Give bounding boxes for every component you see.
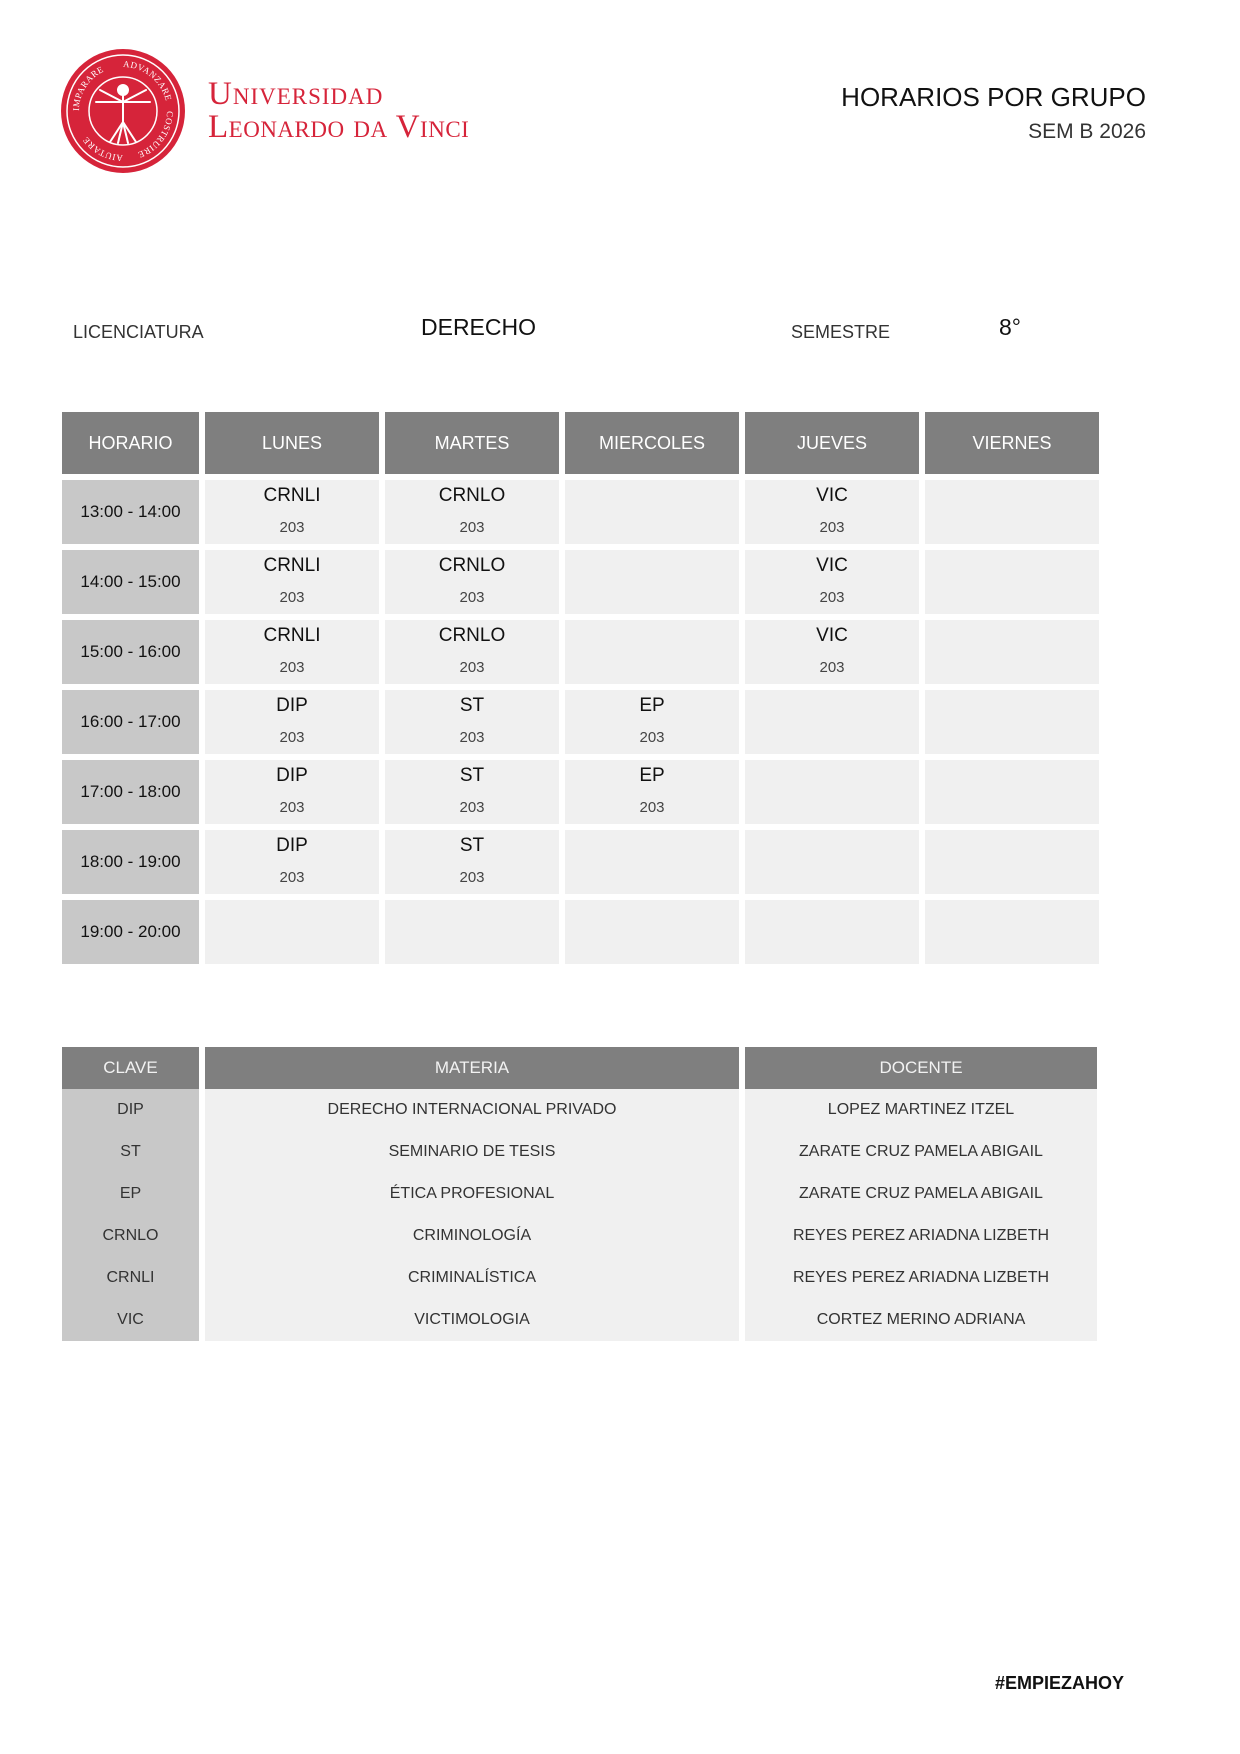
footer-hashtag: #EMPIEZAHOY [994,1673,1124,1693]
legend-row [62,1299,1097,1341]
room-number: 203 [819,518,845,536]
course-code: CRNLO [438,484,506,506]
schedule-cell [745,760,919,824]
legend-row [62,1257,1097,1299]
schedule-cell [205,760,379,824]
time-slot: 14:00 - 15:00 [62,550,199,614]
legend-docente: LOPEZ MARTINEZ ITZEL [745,1089,1097,1131]
schedule-cell [925,480,1099,544]
course-code: CRNLI [263,484,321,506]
wordmark-line-1: Universidad [208,76,384,112]
room-number: 203 [459,518,485,536]
legend-materia: ÉTICA PROFESIONAL [205,1173,739,1215]
time-slot: 18:00 - 19:00 [62,830,199,894]
seal-word-3: COSTRUIRE [136,110,176,161]
schedule-cell [385,620,559,684]
room-number: 203 [639,798,665,816]
room-number: 203 [459,868,485,886]
time-slot: 17:00 - 18:00 [62,760,199,824]
seal-word-2: ADVANZARE [122,58,174,103]
legend-row [62,1215,1097,1257]
course-code: ST [459,694,485,716]
schedule-cell [565,760,739,824]
legend-clave: CRNLO [62,1215,199,1257]
schedule-cell [925,760,1099,824]
schedule-cell [205,480,379,544]
schedule-row [62,620,1099,684]
legend-row [62,1131,1097,1173]
schedule-cell [745,480,919,544]
course-code: DIP [276,834,308,856]
course-code: VIC [816,484,848,506]
seal-word-4: AIUTARE [80,134,124,164]
legend-docente: REYES PEREZ ARIADNA LIZBETH [745,1215,1097,1257]
legend-clave: VIC [62,1299,199,1341]
seal-word-1: IMPARARE [70,64,106,112]
time-slot: 13:00 - 14:00 [62,480,199,544]
header-jueves: JUEVES [745,412,919,474]
schedule-header-row [62,412,1099,474]
room-number: 203 [279,798,305,816]
schedule-cell [385,900,559,964]
legend-clave: DIP [62,1089,199,1131]
room-number: 203 [639,728,665,746]
licenciatura-value: DERECHO [421,314,537,340]
schedule-cell [925,620,1099,684]
schedule-cell [745,900,919,964]
course-code: VIC [816,624,848,646]
legend-docente: CORTEZ MERINO ADRIANA [745,1299,1097,1341]
licenciatura-label: LICENCIATURA [73,322,204,342]
schedule-cell [565,550,739,614]
schedule-cell [745,550,919,614]
schedule-row [62,760,1099,824]
room-number: 203 [279,868,305,886]
schedule-cell [385,480,559,544]
room-number: 203 [279,518,305,536]
legend-docente: REYES PEREZ ARIADNA LIZBETH [745,1257,1097,1299]
room-number: 203 [459,728,485,746]
schedule-cell [745,620,919,684]
schedule-row [62,900,1099,964]
schedule-row [62,550,1099,614]
legend-header-materia: MATERIA [205,1047,739,1089]
schedule-cell [385,830,559,894]
course-code: ST [459,764,485,786]
room-number: 203 [279,728,305,746]
course-code: DIP [276,694,308,716]
schedule-cell [205,830,379,894]
university-wordmark [208,78,469,144]
header-lunes: LUNES [205,412,379,474]
legend-header-docente: DOCENTE [745,1047,1097,1089]
wordmark-line-2: Leonardo da Vinci [208,109,470,145]
legend-materia: VICTIMOLOGIA [205,1299,739,1341]
schedule-cell [565,620,739,684]
course-code: ST [459,834,485,856]
semestre-value: 8° [999,314,1021,340]
schedule-cell [385,760,559,824]
course-code: CRNLI [263,554,321,576]
course-code: EP [639,694,665,716]
room-number: 203 [819,658,845,676]
schedule-cell [565,690,739,754]
time-slot: 19:00 - 20:00 [62,900,199,964]
room-number: 203 [279,658,305,676]
schedule-row [62,830,1099,894]
legend-row [62,1173,1097,1215]
room-number: 203 [459,798,485,816]
header-horario: HORARIO [62,412,199,474]
legend-clave: ST [62,1131,199,1173]
room-number: 203 [279,588,305,606]
course-code: EP [639,764,665,786]
semestre-label: SEMESTRE [791,322,891,342]
legend-header-clave: CLAVE [62,1047,199,1089]
schedule-cell [205,620,379,684]
room-number: 203 [459,658,485,676]
legend-docente: ZARATE CRUZ PAMELA ABIGAIL [745,1131,1097,1173]
legend-clave: EP [62,1173,199,1215]
university-seal-logo [58,46,188,176]
legend-materia: SEMINARIO DE TESIS [205,1131,739,1173]
schedule-cell [205,690,379,754]
room-number: 203 [819,588,845,606]
legend-docente: ZARATE CRUZ PAMELA ABIGAIL [745,1173,1097,1215]
schedule-cell [565,480,739,544]
legend-materia: CRIMINALÍSTICA [205,1257,739,1299]
schedule-cell [205,550,379,614]
schedule-cell [565,830,739,894]
course-code: VIC [816,554,848,576]
course-code: CRNLO [438,624,506,646]
schedule-cell [925,830,1099,894]
document-subtitle: SEM B 2026 [1028,120,1146,143]
room-number: 203 [459,588,485,606]
course-code: CRNLI [263,624,321,646]
time-slot: 15:00 - 16:00 [62,620,199,684]
schedule-cell [385,690,559,754]
schedule-cell [925,900,1099,964]
schedule-cell [745,690,919,754]
header-miercoles: MIERCOLES [565,412,739,474]
legend-clave: CRNLI [62,1257,199,1299]
course-code: DIP [276,764,308,786]
schedule-row [62,690,1099,754]
legend-materia: DERECHO INTERNACIONAL PRIVADO [205,1089,739,1131]
time-slot: 16:00 - 17:00 [62,690,199,754]
document-title: HORARIOS POR GRUPO [841,82,1146,112]
schedule-cell [925,690,1099,754]
schedule-cell [565,900,739,964]
legend-row [62,1089,1097,1131]
schedule-cell [745,830,919,894]
header-viernes: VIERNES [925,412,1099,474]
schedule-row [62,480,1099,544]
legend-table [56,1047,1103,1341]
course-code: CRNLO [438,554,506,576]
legend-materia: CRIMINOLOGÍA [205,1215,739,1257]
schedule-table [56,406,1105,970]
schedule-cell [205,900,379,964]
schedule-cell [385,550,559,614]
schedule-cell [925,550,1099,614]
legend-header-row [62,1047,1097,1089]
header-martes: MARTES [385,412,559,474]
